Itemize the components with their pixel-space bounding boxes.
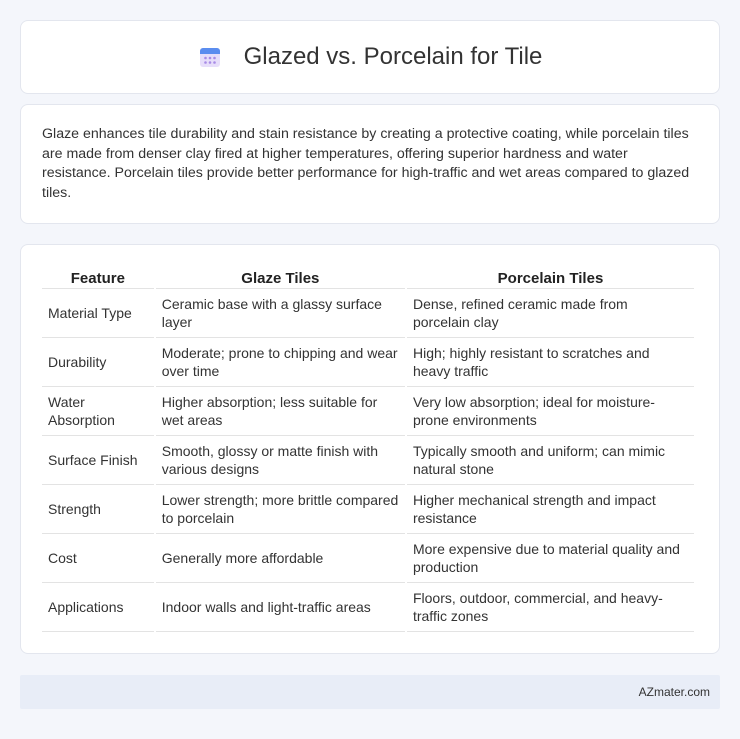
porcelain-cell: Typically smooth and uniform; can mimic natural stone [407,436,694,485]
header-glaze: Glaze Tiles [156,265,405,289]
feature-cell: Strength [42,485,154,534]
porcelain-cell: High; highly resistant to scratches and heavy traffic [407,338,694,387]
table-header-row [42,265,694,289]
header-porcelain: Porcelain Tiles [407,265,694,289]
summary-card [20,104,720,224]
feature-cell: Water Absorption [42,387,154,436]
glaze-cell: Higher absorption; less suitable for wet areas [156,387,405,436]
table-row [42,289,694,338]
glaze-cell: Indoor walls and light-traffic areas [156,583,405,632]
feature-cell: Applications [42,583,154,632]
glaze-cell: Lower strength; more brittle compared to porcelain [156,485,405,534]
table-row [42,338,694,387]
footer [20,675,720,709]
porcelain-cell: Very low absorption; ideal for moisture-prone environments [407,387,694,436]
glaze-cell: Smooth, glossy or matte finish with various designs [156,436,405,485]
feature-cell: Surface Finish [42,436,154,485]
calendar-icon [198,45,222,69]
table-row [42,436,694,485]
table-row [42,387,694,436]
summary-text: Glaze enhances tile durability and stain resistance by creating a protective coating, while porcelain tiles are made from denser clay fired at higher temperatures, offering superior hardness and water resistance. Porcelain tiles provide better performance for high-traffic and wet areas compared to glazed tiles. [42,126,690,201]
porcelain-cell: Floors, outdoor, commercial, and heavy-traffic zones [407,583,694,632]
table-row [42,583,694,632]
glaze-cell: Generally more affordable [156,534,405,583]
porcelain-cell: Dense, refined ceramic made from porcelain clay [407,289,694,338]
footer-link[interactable]: AZmater.com [638,685,710,699]
porcelain-cell: More expensive due to material quality and production [407,534,694,583]
feature-cell: Cost [42,534,154,583]
glaze-cell: Ceramic base with a glassy surface layer [156,289,405,338]
title-card [20,20,720,94]
comparison-table [40,265,696,632]
comparison-card [20,244,720,654]
table-row [42,534,694,583]
title-wrap [198,43,543,71]
glaze-cell: Moderate; prone to chipping and wear over time [156,338,405,387]
table-row [42,485,694,534]
feature-cell: Durability [42,338,154,387]
porcelain-cell: Higher mechanical strength and impact resistance [407,485,694,534]
feature-cell: Material Type [42,289,154,338]
page-title: Glazed vs. Porcelain for Tile [243,43,543,70]
header-feature: Feature [42,265,154,289]
